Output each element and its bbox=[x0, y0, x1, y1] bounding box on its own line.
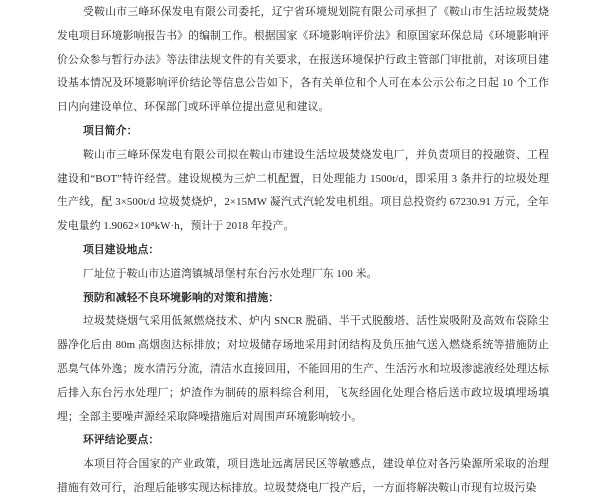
section-heading-project-intro: 项目简介： bbox=[83, 124, 138, 137]
section-heading-eia-conclusion: 环评结论要点： bbox=[83, 434, 160, 447]
section-body-location: 厂址位于鞍山市达道湾镇城昂堡村东台污水处理厂东 100 米。 bbox=[83, 267, 378, 280]
section-body-mitigation-measures: 垃圾焚烧烟气采用低氮燃烧技术、炉内 SNCR 脱硝、半干式脱酸塔、活性炭吸附及高效布袋除尘器净化后由 80m 高烟囱达标排放；对垃圾储存场地采用封闭结构及负压抽气送入燃烧系统等措施防止恶臭气体外逸；废水清污分流，清洁水直接回用，不能回用的生产、生活污水和垃圾渗滤液经处理达标后排入东台污水处理厂；炉渣作为制砖的原料综合利用，飞灰经固化处理合格后送市政垃圾填埋场填埋；全部主要噪声源经采取降噪措施后对周围声环境影响较小。 bbox=[57, 315, 549, 423]
section-heading-mitigation-measures: 预防和减轻不良环境影响的对策和措施： bbox=[83, 291, 280, 304]
intro-paragraph: 受鞍山市三峰环保发电有限公司委托，辽宁省环境规划院有限公司承担了《鞍山市生活垃圾焚烧发电项目环境影响报告书》的编制工作。根据国家《环境影响评价法》和原国家环保总局《环境影响评价公众参与暂行办法》等法律法规文件的有关要求，在报送环境保护行政主管部门审批前，对该项目建设基本情况及环境影响评价结论等信息公告如下，各有关单位和个人可在本公示公布之日起 10 个工作日内向建设单位、环保部门或环评单位提出意见和建议。 bbox=[57, 6, 549, 114]
section-heading-location: 项目建设地点： bbox=[83, 243, 160, 256]
section-body-eia-conclusion: 本项目符合国家的产业政策，项目选址远离居民区等敏感点，建设单位对各污染源所采取的治理措施有效可行，治理后能够实现达标排放。垃圾焚烧电厂投产后，一方面将解决鞍山市现有垃圾污染 bbox=[57, 458, 549, 494]
document-text-area bbox=[57, 1, 549, 496]
section-body-project-intro: 鞍山市三峰环保发电有限公司拟在鞍山市建设生活垃圾焚烧发电厂，并负责项目的投融资、工程建设和“BOT”特许经营。建设规模为三炉二机配置，日处理能力 1500t/d，即采用 3 条并行的垃圾处理生产线，配 3×500t/d 垃圾焚烧炉，2×15MW 凝汽式汽轮发电机组。项目总投资约 67230.91 万元，全年发电量约 1.9062×10⁸kW·h，预计于 2018 年投产。 bbox=[57, 148, 549, 233]
